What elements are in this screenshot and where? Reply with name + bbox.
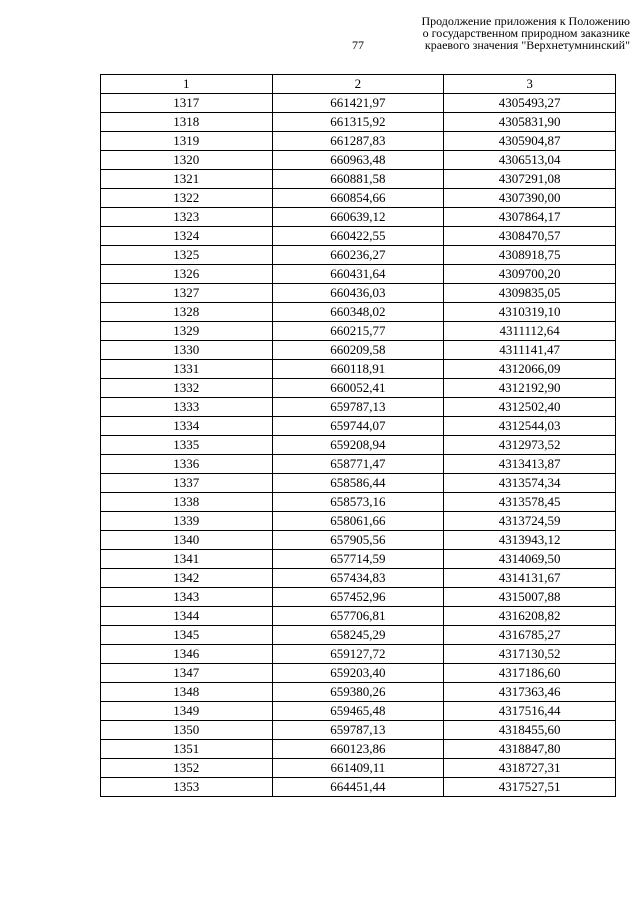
y-coordinate-cell: 4312973,52	[444, 436, 616, 455]
y-coordinate-cell: 4317516,44	[444, 702, 616, 721]
point-number-cell: 1346	[101, 645, 273, 664]
x-coordinate-cell: 660215,77	[272, 322, 444, 341]
column-header: 2	[272, 75, 444, 94]
x-coordinate-cell: 659787,13	[272, 721, 444, 740]
y-coordinate-cell: 4312544,03	[444, 417, 616, 436]
x-coordinate-cell: 660854,66	[272, 189, 444, 208]
point-number-cell: 1336	[101, 455, 273, 474]
table-row	[101, 531, 616, 550]
y-coordinate-cell: 4308918,75	[444, 246, 616, 265]
y-coordinate-cell: 4310319,10	[444, 303, 616, 322]
column-header: 3	[444, 75, 616, 94]
table-row	[101, 303, 616, 322]
table-row	[101, 588, 616, 607]
table-row	[101, 607, 616, 626]
point-number-cell: 1338	[101, 493, 273, 512]
point-number-cell: 1334	[101, 417, 273, 436]
x-coordinate-cell: 661287,83	[272, 132, 444, 151]
y-coordinate-cell: 4312502,40	[444, 398, 616, 417]
point-number-cell: 1343	[101, 588, 273, 607]
x-coordinate-cell: 658771,47	[272, 455, 444, 474]
table-row	[101, 512, 616, 531]
table-row	[101, 113, 616, 132]
point-number-cell: 1347	[101, 664, 273, 683]
point-number-cell: 1318	[101, 113, 273, 132]
y-coordinate-cell: 4317130,52	[444, 645, 616, 664]
table-row	[101, 759, 616, 778]
table-row	[101, 360, 616, 379]
x-coordinate-cell: 657434,83	[272, 569, 444, 588]
x-coordinate-cell: 660436,03	[272, 284, 444, 303]
coordinates-table	[100, 74, 616, 797]
y-coordinate-cell: 4305904,87	[444, 132, 616, 151]
y-coordinate-cell: 4314069,50	[444, 550, 616, 569]
table-row	[101, 569, 616, 588]
point-number-cell: 1327	[101, 284, 273, 303]
x-coordinate-cell: 659127,72	[272, 645, 444, 664]
point-number-cell: 1351	[101, 740, 273, 759]
y-coordinate-cell: 4305831,90	[444, 113, 616, 132]
point-number-cell: 1339	[101, 512, 273, 531]
x-coordinate-cell: 658586,44	[272, 474, 444, 493]
point-number-cell: 1348	[101, 683, 273, 702]
point-number-cell: 1328	[101, 303, 273, 322]
x-coordinate-cell: 657714,59	[272, 550, 444, 569]
point-number-cell: 1344	[101, 607, 273, 626]
table-row	[101, 246, 616, 265]
table-row	[101, 322, 616, 341]
x-coordinate-cell: 660881,58	[272, 170, 444, 189]
table-row	[101, 379, 616, 398]
y-coordinate-cell: 4318455,60	[444, 721, 616, 740]
x-coordinate-cell: 660348,02	[272, 303, 444, 322]
table-row	[101, 398, 616, 417]
y-coordinate-cell: 4313724,59	[444, 512, 616, 531]
table-row	[101, 227, 616, 246]
point-number-cell: 1332	[101, 379, 273, 398]
point-number-cell: 1333	[101, 398, 273, 417]
y-coordinate-cell: 4316785,27	[444, 626, 616, 645]
y-coordinate-cell: 4307390,00	[444, 189, 616, 208]
x-coordinate-cell: 660236,27	[272, 246, 444, 265]
header-line: о государственном природном заказнике	[422, 26, 630, 40]
x-coordinate-cell: 661421,97	[272, 94, 444, 113]
point-number-cell: 1331	[101, 360, 273, 379]
y-coordinate-cell: 4313943,12	[444, 531, 616, 550]
point-number-cell: 1321	[101, 170, 273, 189]
point-number-cell: 1323	[101, 208, 273, 227]
y-coordinate-cell: 4313574,34	[444, 474, 616, 493]
y-coordinate-cell: 4317363,46	[444, 683, 616, 702]
point-number-cell: 1342	[101, 569, 273, 588]
table-row	[101, 455, 616, 474]
table-row	[101, 550, 616, 569]
y-coordinate-cell: 4314131,67	[444, 569, 616, 588]
y-coordinate-cell: 4309700,20	[444, 265, 616, 284]
point-number-cell: 1320	[101, 151, 273, 170]
y-coordinate-cell: 4307864,17	[444, 208, 616, 227]
x-coordinate-cell: 657706,81	[272, 607, 444, 626]
point-number-cell: 1352	[101, 759, 273, 778]
table-header-row	[101, 75, 616, 94]
x-coordinate-cell: 659787,13	[272, 398, 444, 417]
table-row	[101, 208, 616, 227]
y-coordinate-cell: 4316208,82	[444, 607, 616, 626]
point-number-cell: 1340	[101, 531, 273, 550]
column-header: 1	[101, 75, 273, 94]
x-coordinate-cell: 661315,92	[272, 113, 444, 132]
point-number-cell: 1319	[101, 132, 273, 151]
x-coordinate-cell: 659380,26	[272, 683, 444, 702]
point-number-cell: 1341	[101, 550, 273, 569]
x-coordinate-cell: 660963,48	[272, 151, 444, 170]
y-coordinate-cell: 4309835,05	[444, 284, 616, 303]
x-coordinate-cell: 659465,48	[272, 702, 444, 721]
table-row	[101, 721, 616, 740]
x-coordinate-cell: 659203,40	[272, 664, 444, 683]
x-coordinate-cell: 660431,64	[272, 265, 444, 284]
point-number-cell: 1335	[101, 436, 273, 455]
y-coordinate-cell: 4312066,09	[444, 360, 616, 379]
point-number-cell: 1350	[101, 721, 273, 740]
table-row	[101, 170, 616, 189]
x-coordinate-cell: 658573,16	[272, 493, 444, 512]
y-coordinate-cell: 4313578,45	[444, 493, 616, 512]
x-coordinate-cell: 658061,66	[272, 512, 444, 531]
point-number-cell: 1349	[101, 702, 273, 721]
table-row	[101, 683, 616, 702]
x-coordinate-cell: 660118,91	[272, 360, 444, 379]
table-row	[101, 664, 616, 683]
point-number-cell: 1345	[101, 626, 273, 645]
table-body	[101, 94, 616, 797]
y-coordinate-cell: 4305493,27	[444, 94, 616, 113]
point-number-cell: 1330	[101, 341, 273, 360]
x-coordinate-cell: 664451,44	[272, 778, 444, 797]
y-coordinate-cell: 4311112,64	[444, 322, 616, 341]
x-coordinate-cell: 660639,12	[272, 208, 444, 227]
x-coordinate-cell: 661409,11	[272, 759, 444, 778]
table-row	[101, 645, 616, 664]
point-number-cell: 1317	[101, 94, 273, 113]
y-coordinate-cell: 4306513,04	[444, 151, 616, 170]
table-row	[101, 284, 616, 303]
table-row	[101, 132, 616, 151]
y-coordinate-cell: 4313413,87	[444, 455, 616, 474]
x-coordinate-cell: 659208,94	[272, 436, 444, 455]
x-coordinate-cell: 659744,07	[272, 417, 444, 436]
point-number-cell: 1337	[101, 474, 273, 493]
x-coordinate-cell: 660123,86	[272, 740, 444, 759]
point-number-cell: 1322	[101, 189, 273, 208]
table-row	[101, 778, 616, 797]
table-row	[101, 189, 616, 208]
table-row	[101, 740, 616, 759]
y-coordinate-cell: 4312192,90	[444, 379, 616, 398]
y-coordinate-cell: 4318727,31	[444, 759, 616, 778]
x-coordinate-cell: 660209,58	[272, 341, 444, 360]
table-row	[101, 702, 616, 721]
table-row	[101, 417, 616, 436]
table-row	[101, 626, 616, 645]
header-line: краевого значения "Верхнетумнинский"	[424, 38, 630, 52]
y-coordinate-cell: 4315007,88	[444, 588, 616, 607]
x-coordinate-cell: 658245,29	[272, 626, 444, 645]
x-coordinate-cell: 660052,41	[272, 379, 444, 398]
table-row	[101, 493, 616, 512]
x-coordinate-cell: 657905,56	[272, 531, 444, 550]
y-coordinate-cell: 4307291,08	[444, 170, 616, 189]
page-header	[370, 15, 630, 51]
point-number-cell: 1329	[101, 322, 273, 341]
table-row	[101, 341, 616, 360]
table-row	[101, 265, 616, 284]
table-row	[101, 474, 616, 493]
x-coordinate-cell: 657452,96	[272, 588, 444, 607]
point-number-cell: 1326	[101, 265, 273, 284]
table-row	[101, 151, 616, 170]
table-row	[101, 94, 616, 113]
point-number-cell: 1324	[101, 227, 273, 246]
point-number-cell: 1353	[101, 778, 273, 797]
y-coordinate-cell: 4308470,57	[444, 227, 616, 246]
page-number: 77	[352, 38, 364, 52]
y-coordinate-cell: 4318847,80	[444, 740, 616, 759]
point-number-cell: 1325	[101, 246, 273, 265]
header-line: Продолжение приложения к Положению	[421, 14, 630, 28]
table-row	[101, 436, 616, 455]
y-coordinate-cell: 4317527,51	[444, 778, 616, 797]
y-coordinate-cell: 4317186,60	[444, 664, 616, 683]
x-coordinate-cell: 660422,55	[272, 227, 444, 246]
y-coordinate-cell: 4311141,47	[444, 341, 616, 360]
